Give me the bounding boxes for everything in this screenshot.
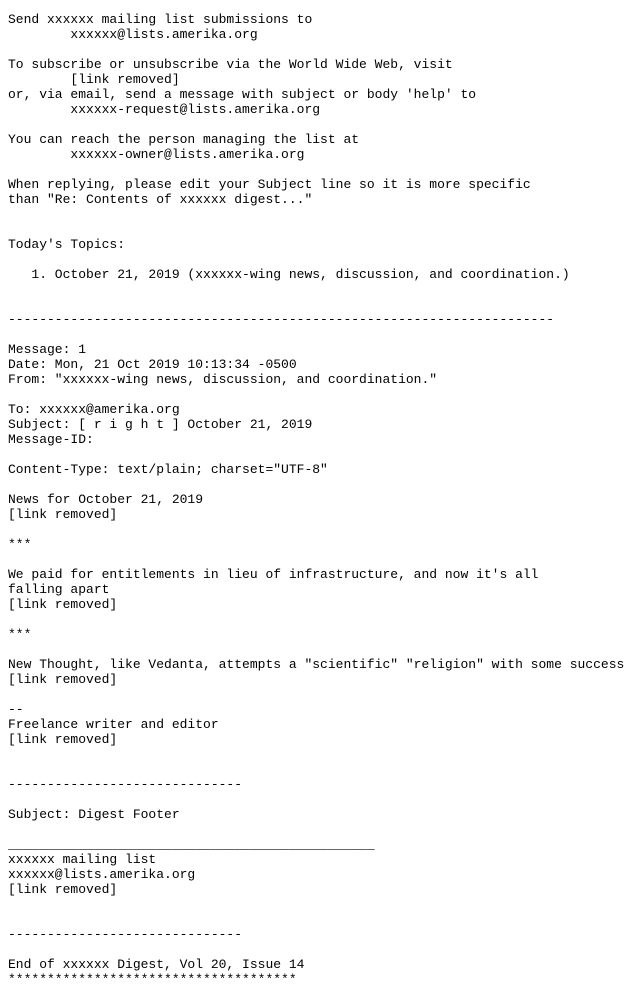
line-help-intro: or, via email, send a message with subject or body 'help' to (8, 87, 477, 102)
line-blank (8, 252, 624, 267)
line-topic-item: 1. October 21, 2019 (xxxxxx-wing news, discussion, and coordination.) (8, 267, 570, 282)
line-signature-separator: -- (8, 702, 24, 717)
line-digest-end-stars: ************************************* (8, 972, 297, 987)
line-blank (8, 222, 624, 237)
line-blank (8, 117, 624, 132)
line-footer-subject: Subject: Digest Footer (8, 807, 180, 822)
line-blank (8, 447, 624, 462)
line-message-number: Message: 1 (8, 342, 87, 357)
line-separator: ------------------------------ (8, 777, 243, 792)
line-todays-topics-heading: Today's Topics: (8, 237, 126, 252)
line-article-link[interactable]: [link removed] (8, 672, 118, 687)
line-owner-address: xxxxxx-owner@lists.amerika.org (8, 147, 305, 162)
line-blank (8, 162, 624, 177)
line-message-id: Message-ID: (8, 432, 94, 447)
line-blank (8, 387, 624, 402)
line-blank (8, 612, 624, 627)
line-news-heading: News for October 21, 2019 (8, 492, 204, 507)
line-submissions-address: xxxxxx@lists.amerika.org (8, 27, 258, 42)
line-blank (8, 552, 624, 567)
line-blank (8, 942, 624, 957)
line-article-title: We paid for entitlements in lieu of infrastructure, and now it's all (8, 567, 539, 582)
line-blank (8, 42, 624, 57)
line-footer-link[interactable]: [link removed] (8, 882, 118, 897)
line-owner-intro: You can reach the person managing the list at (8, 132, 360, 147)
line-blank (8, 762, 624, 777)
line-news-link[interactable]: [link removed] (8, 507, 118, 522)
line-digest-end: End of xxxxxx Digest, Vol 20, Issue 14 (8, 957, 305, 972)
line-divider-stars: *** (8, 627, 32, 642)
line-article-link[interactable]: [link removed] (8, 597, 118, 612)
line-content-type: Content-Type: text/plain; charset="UTF-8" (8, 462, 328, 477)
line-article-title: New Thought, like Vedanta, attempts a "scientific" "religion" with some success (8, 657, 624, 672)
line-blank (8, 747, 624, 762)
line-blank (8, 912, 624, 927)
line-blank (8, 792, 624, 807)
line-blank (8, 327, 624, 342)
line-divider-stars: *** (8, 537, 32, 552)
line-blank (8, 522, 624, 537)
line-submissions-intro: Send xxxxxx mailing list submissions to (8, 12, 313, 27)
line-subscribe-link[interactable]: [link removed] (8, 72, 180, 87)
line-separator: ------------------------------ (8, 927, 243, 942)
line-footer-list-name: xxxxxx mailing list (8, 852, 157, 867)
line-request-address: xxxxxx-request@lists.amerika.org (8, 102, 321, 117)
line-message-date: Date: Mon, 21 Oct 2019 10:13:34 -0500 (8, 357, 297, 372)
line-blank (8, 207, 624, 222)
line-footer-rule: _______________________________________________ (8, 837, 375, 852)
line-blank (8, 642, 624, 657)
line-signature-text: Freelance writer and editor (8, 717, 219, 732)
line-blank (8, 687, 624, 702)
line-signature-link[interactable]: [link removed] (8, 732, 118, 747)
line-reply-instruction-cont: than "Re: Contents of xxxxxx digest..." (8, 192, 313, 207)
line-footer-list-address: xxxxxx@lists.amerika.org (8, 867, 196, 882)
line-blank (8, 822, 624, 837)
line-subscribe-intro: To subscribe or unsubscribe via the World Wide Web, visit (8, 57, 453, 72)
line-article-title-cont: falling apart (8, 582, 110, 597)
line-message-from: From: "xxxxxx-wing news, discussion, and coordination." (8, 372, 438, 387)
line-reply-instruction: When replying, please edit your Subject line so it is more specific (8, 177, 531, 192)
line-blank (8, 297, 624, 312)
line-blank (8, 897, 624, 912)
line-blank (8, 282, 624, 297)
line-message-to: To: xxxxxx@amerika.org (8, 402, 180, 417)
line-separator: ---------------------------------------------------------------------- (8, 312, 555, 327)
line-blank (8, 477, 624, 492)
line-message-subject: Subject: [ r i g h t ] October 21, 2019 (8, 417, 313, 432)
